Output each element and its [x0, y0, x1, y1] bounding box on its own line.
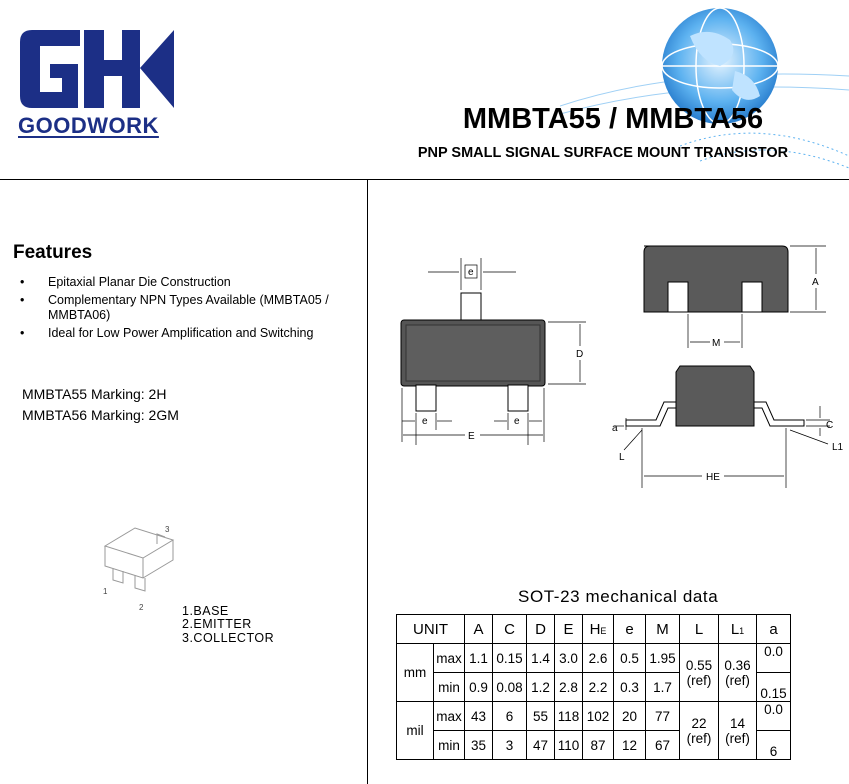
gk-logo — [18, 28, 178, 110]
table-header-cell: C — [493, 615, 527, 644]
ref-value-cell: 22 (ref) — [680, 702, 719, 760]
value-cell: 3.0 — [555, 644, 583, 673]
ref-value-cell: 14 (ref) — [719, 702, 757, 760]
value-cell: 2.2 — [583, 673, 614, 702]
value-cell: 0.15 — [493, 644, 527, 673]
package-pinout-drawing — [95, 518, 185, 613]
pin-number-1: 1 — [103, 587, 108, 596]
limit-label-cell: min — [434, 731, 465, 760]
value-cell-a: 6 — [757, 731, 791, 760]
dim-label-he: HE — [706, 472, 720, 483]
table-row — [397, 644, 791, 673]
dim-label-a-small: a — [612, 423, 618, 434]
limit-label-cell: min — [434, 673, 465, 702]
table-header-cell: a — [757, 615, 791, 644]
value-cell: 12 — [614, 731, 646, 760]
value-cell: 0.08 — [493, 673, 527, 702]
value-cell: 0.9 — [465, 673, 493, 702]
value-cell: 102 — [583, 702, 614, 731]
table-header-cell: D — [527, 615, 555, 644]
brand-name: GOODWORK — [18, 113, 159, 138]
value-cell-a: 0.0 — [757, 644, 791, 673]
bullet-icon: • — [20, 275, 25, 289]
header-divider — [0, 179, 849, 180]
marking-mmbta56: MMBTA56 Marking: 2GM — [22, 407, 179, 423]
table-header-cell: HE — [583, 615, 614, 644]
dim-label-e-total: E — [468, 431, 475, 442]
value-cell: 0.5 — [614, 644, 646, 673]
dim-label-m: M — [712, 338, 721, 349]
bullet-icon: • — [20, 292, 25, 307]
mechanical-data-table — [396, 614, 791, 760]
table-header-row — [397, 615, 791, 644]
value-cell: 1.1 — [465, 644, 493, 673]
value-cell: 20 — [614, 702, 646, 731]
table-header-cell: M — [646, 615, 680, 644]
table-header-cell: E — [555, 615, 583, 644]
part-title: MMBTA55 / MMBTA56 — [462, 103, 764, 135]
pin-number-2: 2 — [139, 603, 144, 612]
value-cell: 2.8 — [555, 673, 583, 702]
feature-item: • Epitaxial Planar Die Construction — [20, 275, 231, 289]
feature-item: • Ideal for Low Power Amplification and Switching — [20, 325, 314, 340]
unit-cell: mil — [397, 702, 434, 760]
limit-label-cell: max — [434, 644, 465, 673]
pin-label-base: 1.BASE — [182, 604, 229, 618]
side-top-view-drawing — [644, 246, 826, 349]
value-cell: 3 — [493, 731, 527, 760]
value-cell: 77 — [646, 702, 680, 731]
side-view-drawing — [612, 366, 844, 488]
marking-mmbta55: MMBTA55 Marking: 2H — [22, 386, 167, 402]
part-subtitle: PNP SMALL SIGNAL SURFACE MOUNT TRANSISTOR — [417, 145, 789, 161]
dim-label-l: L — [619, 452, 625, 463]
value-cell: 0.3 — [614, 673, 646, 702]
value-cell: 118 — [555, 702, 583, 731]
pin-label-emitter: 2.EMITTER — [182, 617, 252, 631]
value-cell: 110 — [555, 731, 583, 760]
feature-item: • Complementary NPN Types Available (MMBTA05 / MMBTA06) — [20, 292, 329, 322]
value-cell: 1.95 — [646, 644, 680, 673]
dim-label-a-height: A — [812, 277, 819, 288]
top-view-drawing — [401, 258, 586, 445]
ref-value-cell: 0.55 (ref) — [680, 644, 719, 702]
dim-label-c: C — [826, 420, 834, 431]
value-cell: 1.2 — [527, 673, 555, 702]
table-row — [397, 702, 791, 731]
dim-label-l1: L1 — [832, 442, 844, 453]
unit-cell: mm — [397, 644, 434, 702]
bullet-icon: • — [20, 325, 25, 340]
dim-label-d: D — [576, 349, 584, 360]
features-list — [20, 275, 360, 343]
table-header-cell: L1 — [719, 615, 757, 644]
table-header-cell: UNIT — [397, 615, 465, 644]
value-cell: 2.6 — [583, 644, 614, 673]
table-header-cell: A — [465, 615, 493, 644]
mechanical-drawings — [380, 230, 849, 492]
value-cell: 43 — [465, 702, 493, 731]
value-cell: 35 — [465, 731, 493, 760]
value-cell: 1.7 — [646, 673, 680, 702]
value-cell: 47 — [527, 731, 555, 760]
dim-label-e-left: e — [422, 416, 428, 427]
limit-label-cell: max — [434, 702, 465, 731]
table-header-cell: e — [614, 615, 646, 644]
value-cell: 1.4 — [527, 644, 555, 673]
value-cell: 6 — [493, 702, 527, 731]
table-title: SOT-23 mechanical data — [518, 587, 719, 606]
features-heading: Features — [13, 242, 93, 263]
value-cell-a: 0.0 — [757, 702, 791, 731]
column-divider — [367, 179, 368, 784]
table-header-cell: L — [680, 615, 719, 644]
pin-number-3: 3 — [165, 525, 170, 534]
dim-label-e-right: e — [514, 416, 520, 427]
value-cell-a: 0.15 — [757, 673, 791, 702]
ref-value-cell: 0.36 (ref) — [719, 644, 757, 702]
value-cell: 55 — [527, 702, 555, 731]
pin-label-collector: 3.COLLECTOR — [182, 631, 275, 645]
value-cell: 87 — [583, 731, 614, 760]
dim-label-e: e — [468, 267, 474, 278]
value-cell: 67 — [646, 731, 680, 760]
